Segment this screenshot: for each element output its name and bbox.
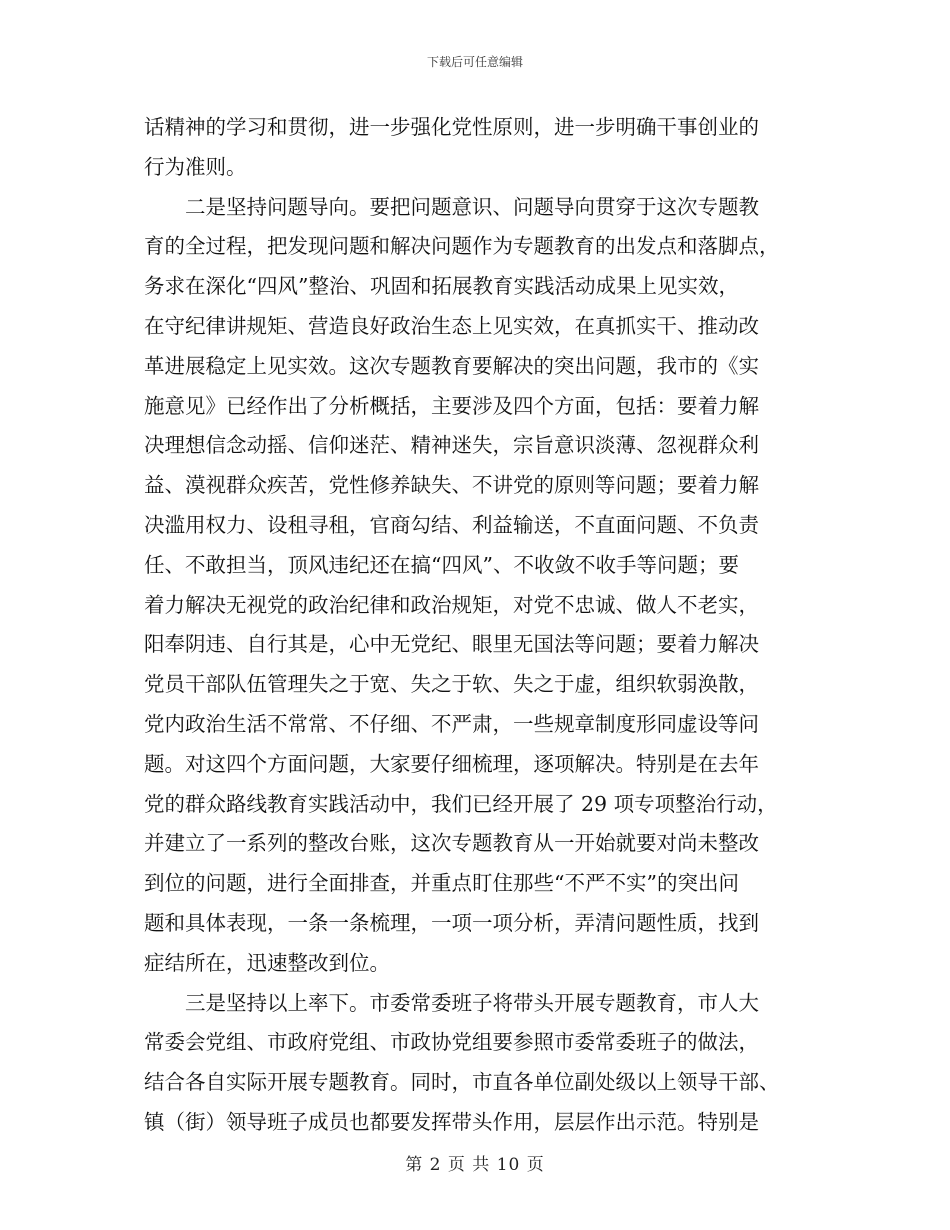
text-line: 施意见》已经作出了分析概括，主要涉及四个方面，包括：要着力解 bbox=[144, 393, 759, 418]
text-line: 党的群众路线教育实践活动中，我们已经开展了 29 项专项整治行动， bbox=[144, 791, 778, 816]
text-line: 常委会党组、市政府党组、市政协党组要参照市委常委班子的做法， bbox=[144, 1030, 759, 1055]
text-line: 阳奉阴违、自行其是，心中无党纪、眼里无国法等问题；要着力解决 bbox=[144, 632, 759, 657]
paragraph-start-line: 三是坚持以上率下。市委常委班子将带头开展专题教育，市人大 bbox=[185, 990, 759, 1015]
page-header-note: 下载后可任意编辑 bbox=[426, 55, 523, 69]
text-line: 题和具体表现，一条一条梳理，一项一项分析，弄清问题性质，找到 bbox=[144, 910, 759, 935]
text-line: 题。对这四个方面问题，大家要仔细梳理，逐项解决。特别是在去年 bbox=[144, 751, 759, 776]
text-line: 结合各自实际开展专题教育。同时，市直各单位副处级以上领导干部、 bbox=[144, 1070, 780, 1095]
text-line: 决滥用权力、设租寻租，官商勾结、利益输送，不直面问题、不负责 bbox=[144, 512, 759, 537]
text-line: 症结所在，迅速整改到位。 bbox=[144, 950, 390, 975]
text-line: 在守纪律讲规矩、营造良好政治生态上见实效，在真抓实干、推动改 bbox=[144, 313, 759, 338]
text-line: 话精神的学习和贯彻，进一步强化党性原则，进一步明确干事创业的 bbox=[144, 115, 759, 139]
text-line: 镇（街）领导班子成员也都要发挥带头作用，层层作出示范。特别是 bbox=[144, 1109, 759, 1134]
text-line: 到位的问题，进行全面排查，并重点盯住那些“不严不实”的突出问 bbox=[144, 871, 739, 896]
text-line: 党内政治生活不常常、不仔细、不严肃，一些规章制度形同虚设等问 bbox=[144, 711, 759, 736]
page-number: 第 2 页 共 10 页 bbox=[405, 1155, 545, 1175]
text-line: 并建立了一系列的整改台账，这次专题教育从一开始就要对尚未整改 bbox=[144, 831, 759, 856]
text-line: 任、不敢担当，顶风违纪还在搞“四风”、不收敛不收手等问题；要 bbox=[144, 552, 739, 577]
text-line: 革进展稳定上见实效。这次专题教育要解决的突出问题，我市的《实 bbox=[144, 353, 759, 378]
text-line: 党员干部队伍管理失之于宽、失之于软、失之于虚，组织软弱涣散， bbox=[144, 672, 759, 697]
text-line: 决理想信念动摇、信仰迷茫、精神迷失，宗旨意识淡薄、忽视群众利 bbox=[144, 433, 759, 458]
paragraph-start-line: 二是坚持问题导向。要把问题意识、问题导向贯穿于这次专题教 bbox=[185, 194, 759, 219]
text-line: 务求在深化“四风”整治、巩固和拓展教育实践活动成果上见实效， bbox=[144, 274, 739, 299]
text-line: 行为准则。 bbox=[144, 154, 247, 179]
text-line: 益、漠视群众疾苦，党性修养缺失、不讲党的原则等问题；要着力解 bbox=[144, 473, 759, 498]
text-line: 育的全过程，把发现问题和解决问题作为专题教育的出发点和落脚点， bbox=[144, 234, 780, 259]
text-line: 着力解决无视党的政治纪律和政治规矩，对党不忠诚、做人不老实， bbox=[144, 592, 759, 617]
document-body bbox=[144, 108, 808, 1143]
